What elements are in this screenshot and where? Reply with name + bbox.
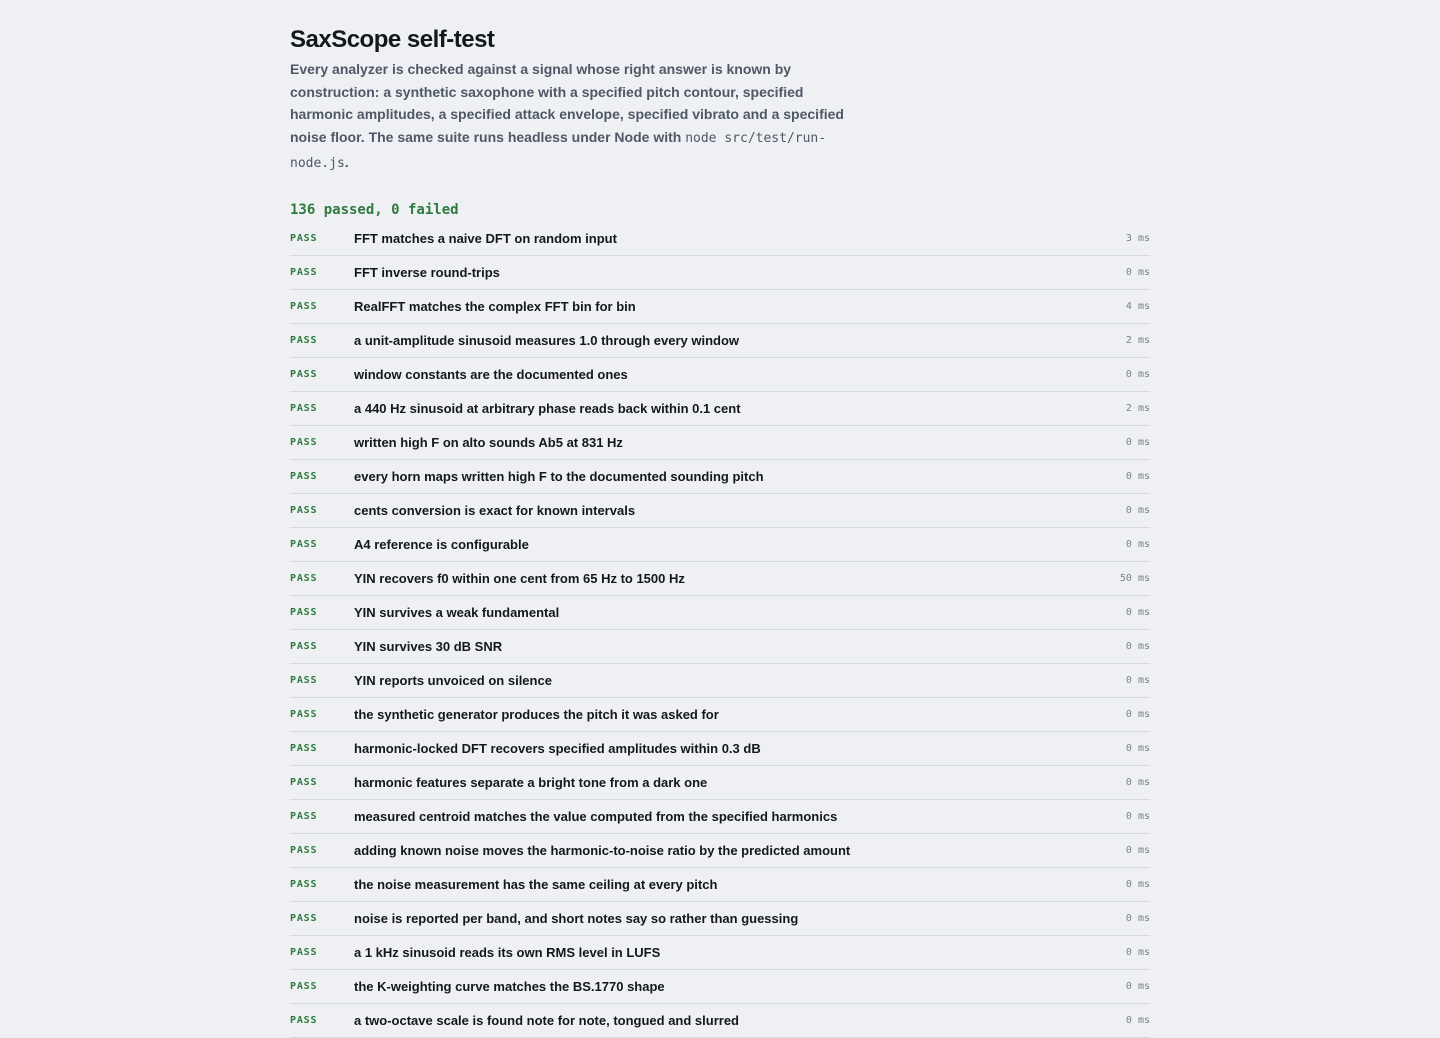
test-status-badge: PASS xyxy=(290,708,318,720)
test-status-badge: PASS xyxy=(290,640,318,652)
test-duration: 3 ms xyxy=(1125,232,1150,244)
page-title: SaxScope self-test xyxy=(290,26,495,53)
test-duration: 0 ms xyxy=(1125,606,1150,618)
test-row xyxy=(290,800,1150,834)
test-duration: 0 ms xyxy=(1125,504,1150,516)
test-name: a unit-amplitude sinusoid measures 1.0 through every window xyxy=(354,332,740,348)
test-status-badge: PASS xyxy=(290,402,318,414)
test-row xyxy=(290,460,1150,494)
test-status-badge: PASS xyxy=(290,606,318,618)
test-duration: 0 ms xyxy=(1125,368,1150,380)
test-summary: 136 passed, 0 failed xyxy=(290,201,459,218)
test-status-badge: PASS xyxy=(290,334,318,346)
test-name: the noise measurement has the same ceiling at every pitch xyxy=(354,876,718,892)
test-status-badge: PASS xyxy=(290,946,318,958)
test-name: adding known noise moves the harmonic-to-noise ratio by the predicted amount xyxy=(354,842,851,858)
test-report xyxy=(290,24,1150,1038)
test-status-badge: PASS xyxy=(290,878,318,890)
test-name: harmonic features separate a bright tone from a dark one xyxy=(354,774,708,790)
test-duration: 0 ms xyxy=(1125,742,1150,754)
intro-paragraph xyxy=(290,58,860,176)
intro-text: Every analyzer is checked against a signal whose right answer is known by construction: a synthetic saxophone with a specified pitch contour, specified harmonic amplitudes, a specified attack envelope, specified vibrato and a specified noise floor. The same suite runs headless under Node with xyxy=(290,61,844,146)
test-row xyxy=(290,834,1150,868)
test-duration: 0 ms xyxy=(1125,776,1150,788)
test-duration: 4 ms xyxy=(1125,300,1150,312)
test-name: YIN survives 30 dB SNR xyxy=(354,638,503,654)
test-name: a 1 kHz sinusoid reads its own RMS level in LUFS xyxy=(354,944,661,960)
test-duration: 2 ms xyxy=(1125,402,1150,414)
test-name: A4 reference is configurable xyxy=(354,536,529,552)
test-duration: 0 ms xyxy=(1125,980,1150,992)
test-row xyxy=(290,698,1150,732)
test-row xyxy=(290,392,1150,426)
test-duration: 0 ms xyxy=(1125,844,1150,856)
test-name: cents conversion is exact for known intervals xyxy=(354,502,636,518)
test-duration: 0 ms xyxy=(1125,1014,1150,1026)
test-list xyxy=(290,222,1150,1038)
test-row xyxy=(290,766,1150,800)
test-status-badge: PASS xyxy=(290,572,318,584)
test-name: RealFFT matches the complex FFT bin for bin xyxy=(354,298,636,314)
test-status-badge: PASS xyxy=(290,266,318,278)
test-row xyxy=(290,868,1150,902)
test-status-badge: PASS xyxy=(290,232,318,244)
test-duration: 0 ms xyxy=(1125,878,1150,890)
test-name: the K-weighting curve matches the BS.1770 shape xyxy=(354,978,665,994)
test-status-badge: PASS xyxy=(290,980,318,992)
test-row xyxy=(290,324,1150,358)
intro-end: . xyxy=(344,153,349,170)
test-row xyxy=(290,528,1150,562)
test-name: noise is reported per band, and short notes say so rather than guessing xyxy=(354,910,799,926)
test-status-badge: PASS xyxy=(290,912,318,924)
test-row xyxy=(290,358,1150,392)
test-status-badge: PASS xyxy=(290,844,318,856)
test-duration: 0 ms xyxy=(1125,640,1150,652)
test-name: YIN survives a weak fundamental xyxy=(354,604,560,620)
test-row xyxy=(290,936,1150,970)
test-status-badge: PASS xyxy=(290,504,318,516)
test-name: every horn maps written high F to the documented sounding pitch xyxy=(354,468,764,484)
test-row xyxy=(290,630,1150,664)
test-status-badge: PASS xyxy=(290,1014,318,1026)
intro-command: node src/test/run-node.js xyxy=(290,131,827,171)
test-name: harmonic-locked DFT recovers specified amplitudes within 0.3 dB xyxy=(354,740,761,756)
test-duration: 50 ms xyxy=(1119,572,1150,584)
test-duration: 0 ms xyxy=(1125,708,1150,720)
test-duration: 0 ms xyxy=(1125,266,1150,278)
test-name: YIN recovers f0 within one cent from 65 Hz to 1500 Hz xyxy=(354,570,685,586)
test-status-badge: PASS xyxy=(290,368,318,380)
test-duration: 0 ms xyxy=(1125,946,1150,958)
test-duration: 0 ms xyxy=(1125,912,1150,924)
test-name: FFT inverse round-trips xyxy=(354,264,500,280)
test-duration: 0 ms xyxy=(1125,810,1150,822)
test-row xyxy=(290,222,1150,256)
test-row xyxy=(290,290,1150,324)
test-duration: 2 ms xyxy=(1125,334,1150,346)
test-name: YIN reports unvoiced on silence xyxy=(354,672,552,688)
test-name: measured centroid matches the value computed from the specified harmonics xyxy=(354,808,838,824)
test-duration: 0 ms xyxy=(1125,674,1150,686)
test-row xyxy=(290,1004,1150,1038)
test-row xyxy=(290,596,1150,630)
test-name: a two-octave scale is found note for note, tongued and slurred xyxy=(354,1012,739,1028)
test-status-badge: PASS xyxy=(290,810,318,822)
test-status-badge: PASS xyxy=(290,470,318,482)
test-row xyxy=(290,970,1150,1004)
test-status-badge: PASS xyxy=(290,436,318,448)
test-status-badge: PASS xyxy=(290,300,318,312)
test-status-badge: PASS xyxy=(290,538,318,550)
test-name: a 440 Hz sinusoid at arbitrary phase reads back within 0.1 cent xyxy=(354,400,741,416)
test-status-badge: PASS xyxy=(290,742,318,754)
test-row xyxy=(290,902,1150,936)
test-name: written high F on alto sounds Ab5 at 831 Hz xyxy=(354,434,623,450)
test-duration: 0 ms xyxy=(1125,436,1150,448)
test-row xyxy=(290,664,1150,698)
test-status-badge: PASS xyxy=(290,674,318,686)
test-name: the synthetic generator produces the pitch it was asked for xyxy=(354,706,719,722)
test-row xyxy=(290,494,1150,528)
test-status-badge: PASS xyxy=(290,776,318,788)
test-duration: 0 ms xyxy=(1125,470,1150,482)
test-name: FFT matches a naive DFT on random input xyxy=(354,230,617,246)
test-name: window constants are the documented ones xyxy=(354,366,628,382)
test-row xyxy=(290,732,1150,766)
test-row xyxy=(290,256,1150,290)
test-row xyxy=(290,426,1150,460)
test-duration: 0 ms xyxy=(1125,538,1150,550)
test-row xyxy=(290,562,1150,596)
